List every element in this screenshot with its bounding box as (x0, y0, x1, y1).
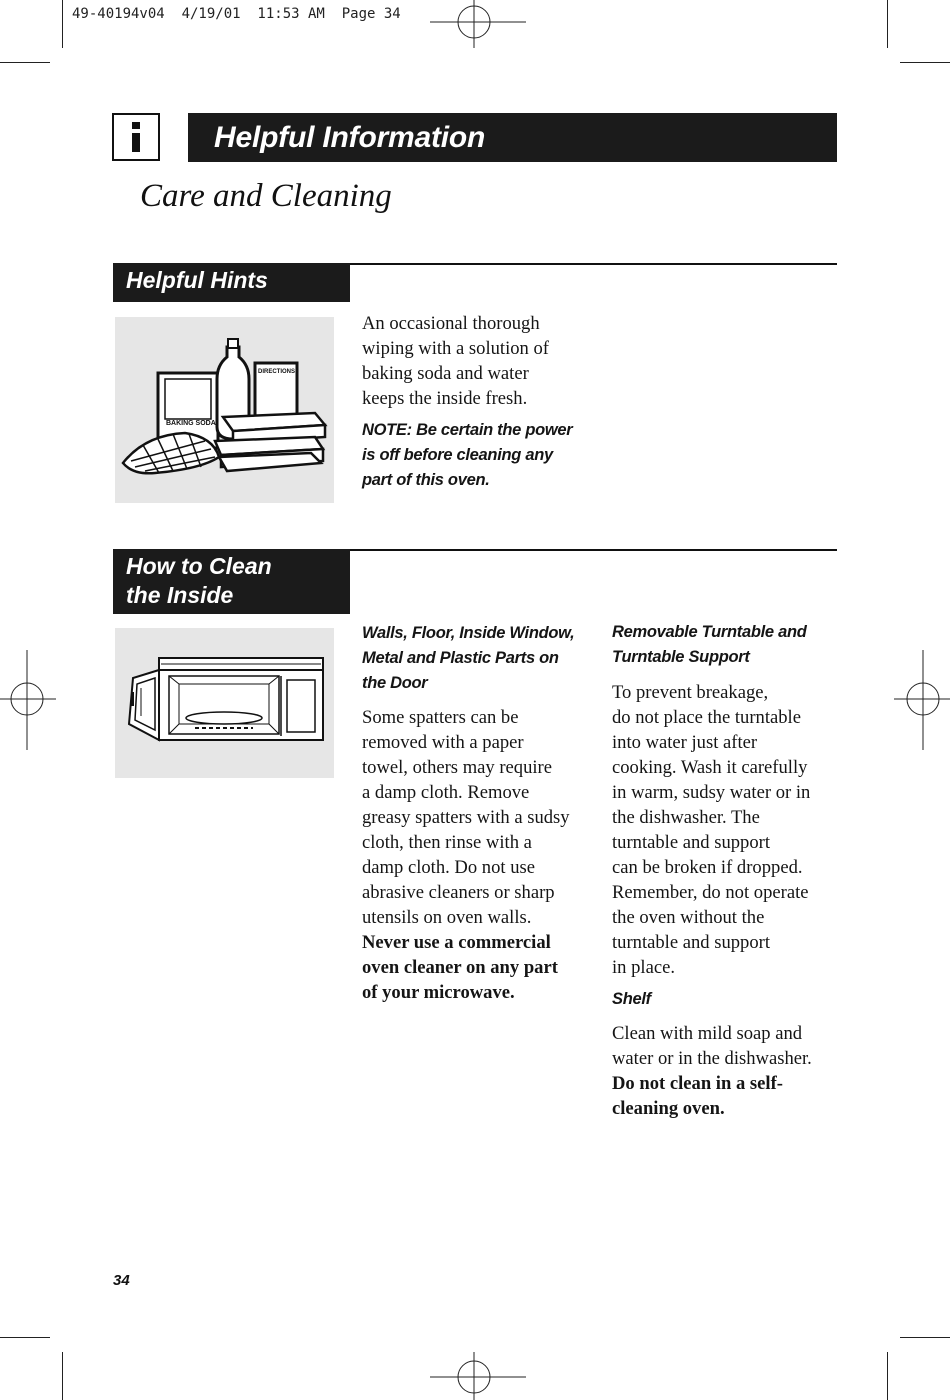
how-to-clean-label (113, 549, 350, 614)
text-line: keeps the inside fresh. (362, 388, 528, 409)
text-line: water or in the dishwasher. (612, 1048, 812, 1069)
text-line: abrasive cleaners or sharp (362, 882, 555, 903)
text-line: the dishwasher. The (612, 807, 760, 828)
text-line: Do not clean in a self- (612, 1073, 783, 1094)
baking-soda-label: BAKING SODA (166, 420, 216, 427)
helpful-hints-label (113, 263, 350, 302)
section-header-title: Helpful Information (214, 120, 486, 154)
text-line: can be broken if dropped. (612, 857, 803, 878)
shelf-heading: Shelf (612, 990, 651, 1008)
registration-mark-right (890, 650, 950, 750)
helpful-hints-text (362, 311, 592, 411)
walls-text (362, 705, 602, 930)
text-line: removed with a paper (362, 732, 524, 753)
registration-mark-top (430, 0, 526, 60)
print-slug: 49-40194v04 4/19/01 11:53 AM Page 34 (72, 6, 401, 22)
helpful-hints-label-text: Helpful Hints (126, 267, 268, 293)
info-icon (112, 113, 160, 161)
registration-mark-bottom (430, 1340, 526, 1400)
text-line: cleaning oven. (612, 1098, 725, 1119)
shelf-text (612, 1021, 847, 1071)
text-line: To prevent breakage, (612, 682, 769, 703)
text-line: wiping with a solution of (362, 338, 549, 359)
label-line: How to Clean (126, 553, 272, 579)
text-line: towel, others may require (362, 757, 553, 778)
page-title: Care and Cleaning (140, 178, 392, 214)
text-line: utensils on oven walls. (362, 907, 532, 928)
text-line: greasy spatters with a sudsy (362, 807, 570, 828)
text-line: Remember, do not operate (612, 882, 809, 903)
heading-line: Walls, Floor, Inside Window, (362, 624, 575, 642)
text-line: damp cloth. Do not use (362, 857, 535, 878)
text-line: is off before cleaning any (362, 446, 553, 464)
text-line: turntable and support (612, 932, 771, 953)
section-header (188, 113, 837, 162)
heading-line: Turntable Support (612, 648, 750, 666)
text-line: NOTE: Be certain the power (362, 421, 573, 439)
bottle-label: DIRECTIONS (258, 369, 296, 375)
turntable-text (612, 680, 847, 980)
text-line: baking soda and water (362, 363, 529, 384)
walls-heading (362, 621, 602, 696)
text-line: An occasional thorough (362, 313, 540, 334)
heading-line: Metal and Plastic Parts on (362, 649, 559, 667)
page-number: 34 (113, 1272, 130, 1289)
turntable-heading (612, 620, 842, 670)
text-line: cloth, then rinse with a (362, 832, 532, 853)
registration-mark-left (0, 650, 60, 750)
text-line: the oven without the (612, 907, 765, 928)
shelf-warning (612, 1071, 847, 1121)
power-note (362, 418, 602, 493)
label-line: the Inside (126, 582, 234, 608)
text-line: Some spatters can be (362, 707, 519, 728)
text-line: part of this oven. (362, 471, 490, 489)
walls-warning (362, 930, 602, 1005)
microwave-door-open-illustration (115, 628, 334, 778)
text-line: of your microwave. (362, 982, 515, 1003)
text-line: turntable and support (612, 832, 771, 853)
text-line: in warm, sudsy water or in (612, 782, 811, 803)
text-line: a damp cloth. Remove (362, 782, 530, 803)
text-line: do not place the turntable (612, 707, 801, 728)
text-line: Never use a commercial (362, 932, 551, 953)
heading-line: Removable Turntable and (612, 623, 807, 641)
text-line: Clean with mild soap and (612, 1023, 803, 1044)
text-line: cooking. Wash it carefully (612, 757, 808, 778)
text-line: in place. (612, 957, 675, 978)
cleaning-supplies-illustration (115, 317, 334, 503)
text-line: into water just after (612, 732, 758, 753)
heading-line: the Door (362, 674, 428, 692)
text-line: oven cleaner on any part (362, 957, 558, 978)
